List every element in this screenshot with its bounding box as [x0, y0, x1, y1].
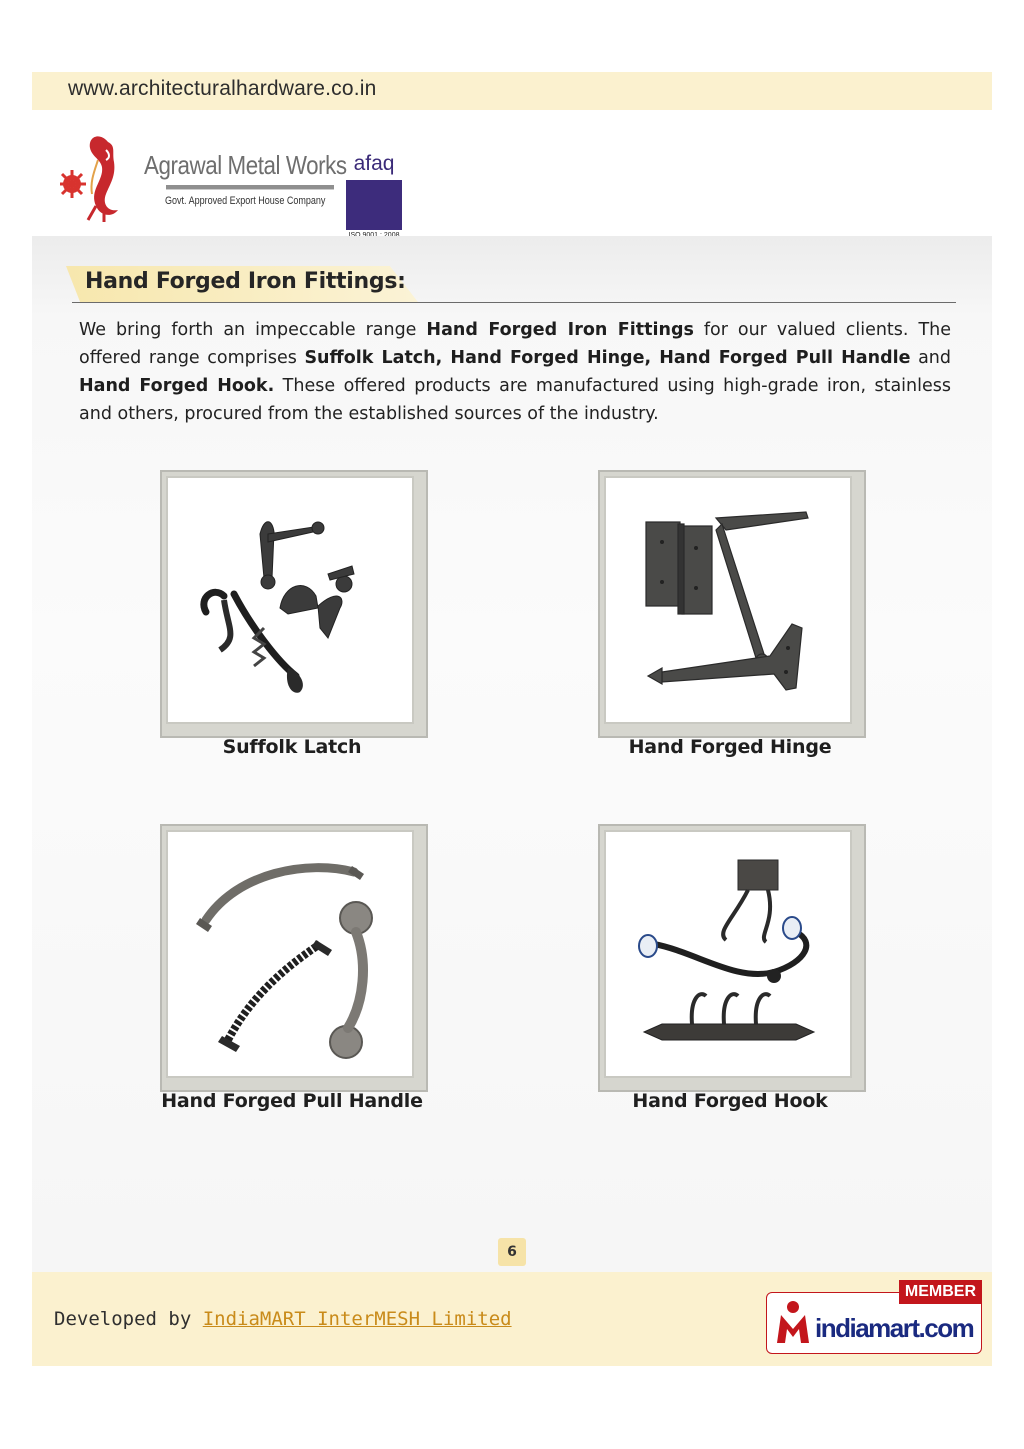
website-url[interactable]: www.architecturalhardware.co.in [68, 77, 377, 100]
hand-forged-hinge-image [606, 478, 850, 722]
product-image-frame[interactable] [160, 470, 428, 738]
developed-by-line [54, 1308, 512, 1330]
intro-bold-2: Suffolk Latch, Hand Forged Hinge, Hand Forged Pull Handle [304, 348, 911, 368]
section-heading: Hand Forged Iron Fittings: [85, 269, 406, 294]
member-tag: MEMBER [899, 1280, 982, 1304]
intro-text-3: and [910, 348, 951, 368]
heading-divider [72, 302, 956, 303]
product-card [160, 470, 420, 758]
product-caption: Suffolk Latch [222, 736, 362, 758]
product-caption: Hand Forged Hook [632, 1090, 828, 1112]
page-number: 6 [498, 1238, 526, 1266]
main-content [32, 236, 992, 1272]
product-caption: Hand Forged Pull Handle [161, 1090, 423, 1112]
hand-forged-pull-handle-image [168, 832, 412, 1076]
page [32, 72, 992, 1366]
product-card [598, 824, 858, 1112]
intro-paragraph [79, 316, 951, 428]
product-card [598, 470, 858, 758]
intro-text-2: for our valued clients. The offered range comprises [79, 320, 951, 368]
footer [32, 1272, 992, 1366]
indiamart-m-icon [773, 1299, 813, 1347]
intro-bold-1: Hand Forged Iron Fittings [426, 320, 694, 340]
cert-logo-text: afaq [353, 152, 395, 175]
company-header [32, 110, 992, 236]
cert-badge-icon [346, 180, 402, 230]
company-name: Agrawal Metal Works [144, 150, 347, 180]
top-bar [32, 72, 992, 110]
intro-text-1: We bring forth an impeccable range [79, 320, 427, 340]
product-caption: Hand Forged Hinge [628, 736, 832, 758]
product-image-frame[interactable] [598, 824, 866, 1092]
company-tagline: Govt. Approved Export House Company [165, 195, 326, 207]
intro-text-4: These offered products are manufactured using high-grade iron, stainless and others, procured from the established sources of the industry. [79, 376, 951, 424]
brand-underline [166, 185, 334, 190]
developer-link[interactable]: IndiaMART InterMESH Limited [202, 1308, 512, 1330]
peacock-logo-icon [60, 132, 130, 222]
developed-by-label: Developed by [54, 1308, 203, 1330]
suffolk-latch-image [168, 478, 412, 722]
member-logo-text: indiamart.com [815, 1313, 974, 1343]
hand-forged-hook-image [606, 832, 850, 1076]
intro-bold-3: Hand Forged Hook. [79, 376, 275, 396]
product-image-frame[interactable] [598, 470, 866, 738]
product-card [160, 824, 423, 1112]
indiamart-member-badge[interactable] [766, 1280, 982, 1352]
product-image-frame[interactable] [160, 824, 428, 1092]
